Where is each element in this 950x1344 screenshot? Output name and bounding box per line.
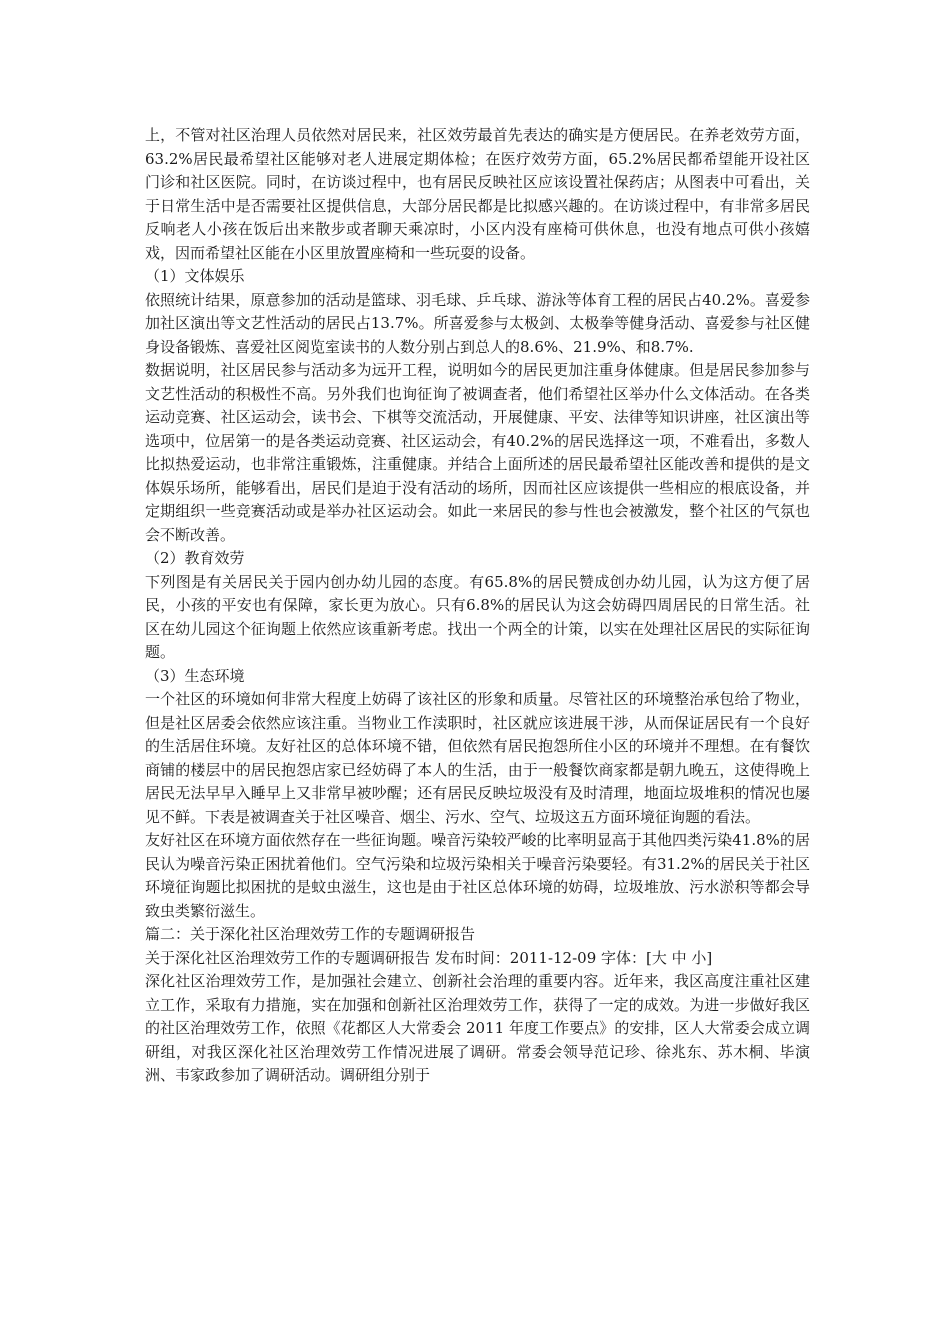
paragraph-data-analysis: 数据说明，社区居民参与活动多为远开工程，说明如今的居民更加注重身体健康。但是居民参加参与文艺性活动的积极性不高。另外我们也询征询了被调查者，他们希望社区举办什么文体活动。在各类运动竞赛、社区运动会，读书会、下棋等交流活动，开展健康、平安、法律等知识讲座，社区演出等选项中，位居第一的是各类运动竞赛、社区运动会，有40.2%的居民选择这一项，不难看出，多数人比拟热爱运动，也非常注重锻炼，注重健康。并结合上面所述的居民最希望社区能改善和提供的是文体娱乐场所，能够看出，居民们是迫于没有活动的场所，因而社区应该提供一些相应的根底设备，并定期组织一些竞赛活动或是举办社区运动会。如此一来居民的参与性也会被激发，整个社区的气氛也会不断改善。 (145, 361, 810, 544)
document-body (145, 124, 810, 1088)
paragraph-environment: 一个社区的环境如何非常大程度上妨碍了该社区的形象和质量。尽管社区的环境整治承包给了物业，但是社区居委会依然应该注重。当物业工作渎职时，社区就应该进展干涉，从而保证居民有一个良好的生活居住环境。友好社区的总体环境不错，但依然有居民抱怨所住小区的环境并不理想。在有餐饮商铺的楼层中的居民抱怨店家已经妨碍了本人的生活，由于一般餐饮商家都是朝九晚五，这使得晚上居民无法早早入睡早上又非常早被吵醒；还有居民反映垃圾没有及时清理，地面垃圾堆积的情况也屡见不鲜。下表是被调查关于社区噪音、烟尘、污水、空气、垃圾这五方面环境征询题的看法。 (145, 690, 810, 826)
paragraph-statistics: 依照统计结果，原意参加的活动是篮球、羽毛球、乒乓球、游泳等体育工程的居民占40.2%。喜爱参加社区演出等文艺性活动的居民占13.7%。所喜爱参与太极剑、太极拳等健身活动、喜爱参与社区健身设备锻炼、喜爱社区阅览室读书的人数分别占到总人的8.6%、21.9%、和8.7%. (145, 290, 810, 356)
report-meta-line: 关于深化社区治理效劳工作的专题调研报告 发布时间：2011-12-09 字体：[大 中 小] (145, 948, 713, 967)
paragraph-intro: 上，不管对社区治理人员依然对居民来，社区效劳最首先表达的确实是方便居民。在养老效劳方面，63.2%居民最希望社区能够对老人进展定期体检；在医疗效劳方面，65.2%居民都希望能开设社区门诊和社区医院。同时，在访谈过程中，也有居民反映社区应该设置社保药店；从图表中可看出，关于日常生活中是否需要社区提供信息，大部分居民都是比拟感兴趣的。在访谈过程中，有非常多居民反响老人小孩在饭后出来散步或者聊天乘凉时，小区内没有座椅可供休息，也没有地点可供小孩嬉戏，因而希望社区能在小区里放置座椅和一些玩耍的设备。 (145, 126, 810, 262)
heading-education: （2）教育效劳 (145, 549, 245, 567)
heading-environment: （3）生态环境 (145, 666, 245, 685)
heading-part-two: 篇二：关于深化社区治理效劳工作的专题调研报告 (145, 925, 476, 943)
paragraph-report-intro: 深化社区治理效劳工作，是加强社会建立、创新社会治理的重要内容。近年来，我区高度注重社区建立工作，采取有力措施，实在加强和创新社区治理效劳工作，获得了一定的成效。为进一步做好我区的社区治理效劳工作，依照《花都区人大常委会 2011 年度工作要点》的安排，区人大常委会成立调研组，对我区深化社区治理效劳工作情况进展了调研。常委会领导范记珍、徐兆东、苏木桐、毕演洲、韦家政参加了调研活动。调研组分别于 (145, 972, 810, 1084)
paragraph-pollution: 友好社区在环境方面依然存在一些征询题。噪音污染较严峻的比率明显高于其他四类污染41.8%的居民认为噪音污染正困扰着他们。空气污染和垃圾污染相关于噪音污染要轻。有31.2%的居民关于社区环境征询题比拟困扰的是蚊虫滋生，这也是由于社区总体环境的妨碍，垃圾堆放、污水淤积等都会导致虫类繁衍滋生。 (145, 831, 810, 920)
paragraph-kindergarten: 下列图是有关居民关于园内创办幼儿园的态度。有65.8%的居民赞成创办幼儿园，认为这方便了居民，小孩的平安也有保障，家长更为放心。只有6.8%的居民认为这会妨碍四周居民的日常生活。社区在幼儿园这个征询题上依然应该重新考虑。找出一个两全的计策，以实在处理社区居民的实际征询题。 (145, 572, 810, 661)
heading-culture-sports: （1）文体娱乐 (145, 267, 245, 285)
